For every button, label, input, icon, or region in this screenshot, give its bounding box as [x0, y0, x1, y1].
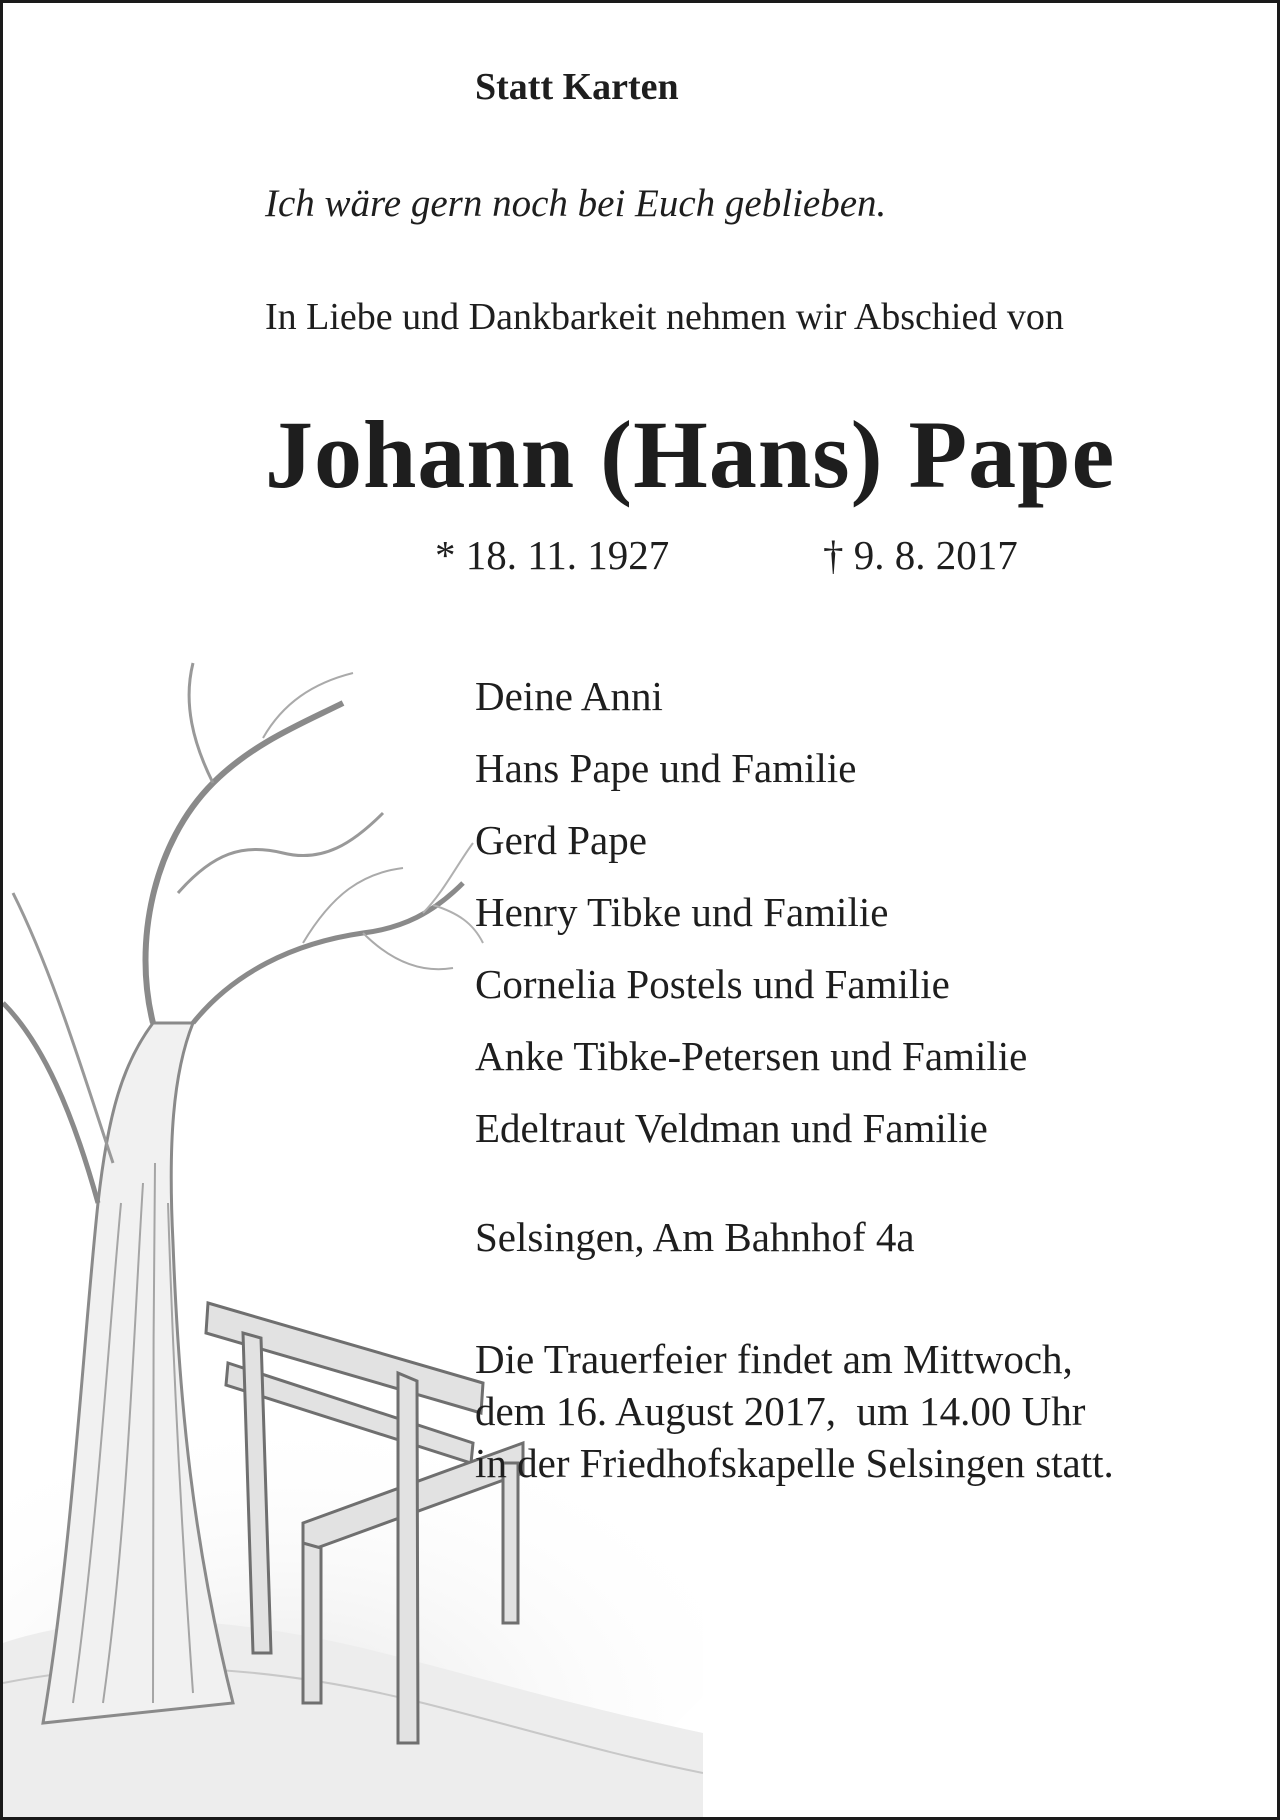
- farewell-quote: Ich wäre gern noch bei Euch geblieben.: [265, 182, 887, 225]
- mourner-item: Edeltraut Veldman und Familie: [475, 1105, 988, 1151]
- funeral-service-info: [475, 1333, 1114, 1489]
- mourner-item: Anke Tibke-Petersen und Familie: [475, 1033, 1028, 1079]
- service-line: dem 16. August 2017, um 14.00 Uhr: [475, 1388, 1086, 1434]
- deceased-name: Johann (Hans) Pape: [265, 401, 1116, 508]
- death-date: † 9. 8. 2017: [823, 532, 1018, 578]
- notice-header: Statt Karten: [475, 66, 679, 108]
- mourner-item: Deine Anni: [475, 673, 663, 719]
- service-line: Die Trauerfeier findet am Mittwoch,: [475, 1336, 1073, 1382]
- mourner-item: Henry Tibke und Familie: [475, 889, 889, 935]
- mourner-item: Hans Pape und Familie: [475, 745, 857, 791]
- mourner-item: Gerd Pape: [475, 817, 647, 863]
- mourners-list: [475, 673, 1027, 1177]
- mourner-item: Cornelia Postels und Familie: [475, 961, 950, 1007]
- birth-date: * 18. 11. 1927: [435, 532, 670, 578]
- family-address: Selsingen, Am Bahnhof 4a: [475, 1214, 915, 1260]
- intro-line: In Liebe und Dankbarkeit nehmen wir Abschied von: [265, 296, 1064, 338]
- service-line: in der Friedhofskapelle Selsingen statt.: [475, 1440, 1114, 1486]
